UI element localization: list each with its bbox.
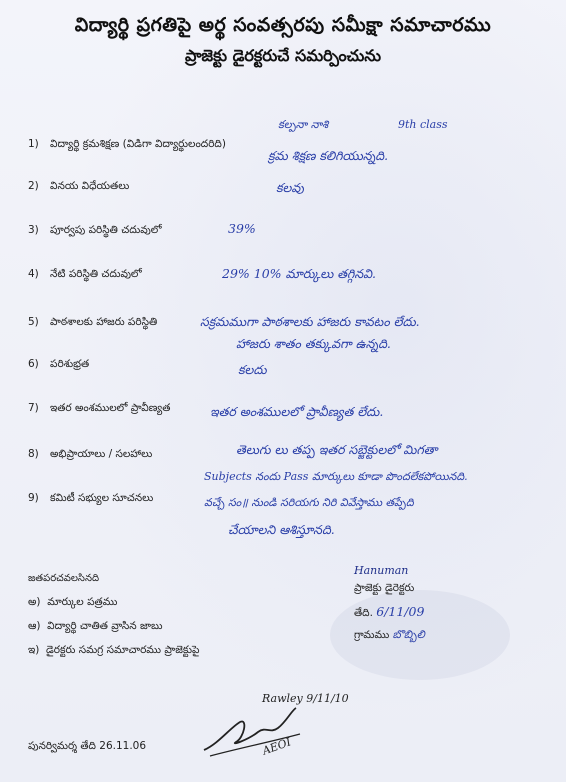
- enclosure-item: [28, 620, 162, 635]
- item-4-answer: 29% 10% మార్కులు తగ్గినవి.: [222, 266, 376, 281]
- enclosure-marker: ఆ): [28, 620, 41, 632]
- document-title: విద్యార్థి ప్రగతిపై అర్థ సంవత్సరపు సమీక్షా సమాచారము: [74, 14, 492, 36]
- item-number: 8): [28, 448, 39, 460]
- item-4-label: [28, 268, 142, 283]
- item-number: 7): [28, 402, 39, 414]
- item-text: వినయ విధేయతలు: [50, 180, 130, 192]
- item-5-answer-line1: సక్రమముగా పాఠశాలకు హాజరు కావటం లేదు.: [200, 314, 420, 329]
- item-8-label: [28, 448, 152, 463]
- item-number: 3): [28, 224, 39, 236]
- item-number: 4): [28, 268, 39, 280]
- item-text: నేటి పరిస్థితి చదువులో: [50, 268, 142, 280]
- item-5-label: [28, 316, 157, 331]
- item-1-label: [28, 138, 226, 153]
- student-name-note: కల్పనా నాశి: [278, 118, 329, 131]
- item-number: 1): [28, 138, 39, 150]
- item-text: పరిశుభ్రత: [50, 358, 90, 370]
- item-1-answer: క్రమ శిక్షణ కలిగియున్నది.: [268, 148, 389, 163]
- enclosures-heading: జతపరచవలసినది: [28, 573, 100, 584]
- item-3-answer: 39%: [228, 221, 256, 236]
- enclosure-marker: ఇ): [28, 644, 40, 656]
- date-row: [354, 604, 424, 622]
- class-note: 9th class: [398, 118, 448, 131]
- item-text: పాఠశాలకు హాజరు పరిస్థితి: [50, 316, 158, 328]
- village-value: బొబ్బిలి: [392, 628, 425, 641]
- item-3-label: [28, 224, 162, 239]
- item-number: 5): [28, 316, 39, 328]
- item-text: విద్యార్థి క్రమశిక్షణ (విడిగా విద్యార్థులందరిది): [50, 138, 226, 150]
- document-subtitle: ప్రాజెక్టు డైరక్టరుచే సమర్పించును: [184, 46, 382, 65]
- item-number: 6): [28, 358, 39, 370]
- item-6-answer: కలదు: [238, 362, 267, 377]
- item-text: కమిటీ సభ్యుల సూచనలు: [50, 492, 154, 504]
- item-number: 9): [28, 492, 39, 504]
- item-8-answer-line2: Subjects నందు Pass మార్కులు కూడా పొందలేకపోయినది.: [204, 470, 468, 483]
- item-text: ఇతర అంశములలో ప్రావీణ్యత: [50, 402, 171, 414]
- stamp-signature-text: Rawley 9/11/10: [262, 692, 349, 705]
- item-9-answer-line1: వచ్చే సం॥ నుండి సరియగు నిరి వివేస్తాము తప్పేది: [204, 496, 414, 509]
- enclosure-text: మార్కుల పత్రము: [47, 596, 118, 608]
- item-6-label: [28, 358, 89, 373]
- item-text: పూర్వపు పరిస్థితి చదువులో: [50, 224, 162, 236]
- enclosure-item: [28, 644, 199, 659]
- item-2-answer: కలవు: [276, 180, 304, 195]
- stamp-initials: AEOI: [260, 735, 293, 758]
- item-9-label: [28, 492, 153, 507]
- village-label: గ్రామము: [354, 629, 390, 641]
- item-text: అభిప్రాయాలు / సలహాలు: [50, 448, 153, 460]
- enclosure-item: [28, 596, 117, 611]
- item-8-answer-line1: తెలుగు లు తప్ప ఇతర సబ్జెక్టులలో మిగతా: [236, 442, 438, 457]
- revision-date: పునర్విమర్శ తేది 26.11.06: [28, 740, 147, 752]
- enclosure-text: డైరక్టరు సమగ్ర సమాచారము ప్రాజెక్టుపై: [46, 644, 200, 656]
- item-2-label: [28, 180, 129, 195]
- director-role: ప్రాజెక్టు డైరెక్టరు: [354, 582, 415, 594]
- director-signature: Hanuman: [354, 564, 409, 577]
- item-7-label: [28, 402, 170, 417]
- date-label: తేది.: [354, 607, 373, 619]
- item-7-answer: ఇతర అంశములలో ప్రావీణ్యత లేదు.: [210, 404, 384, 419]
- item-5-answer-line2: హాజరు శాతం తక్కువగా ఉన్నది.: [236, 336, 391, 351]
- village-row: [354, 628, 425, 644]
- enclosure-marker: అ): [28, 596, 41, 608]
- enclosure-text: విద్యార్థి చాతిత వ్రాసిన జాబు: [47, 620, 163, 632]
- item-number: 2): [28, 180, 39, 192]
- item-9-answer-line2: చేయాలని ఆశిస్తూనది.: [228, 522, 335, 537]
- date-value: 6/11/09: [376, 604, 425, 619]
